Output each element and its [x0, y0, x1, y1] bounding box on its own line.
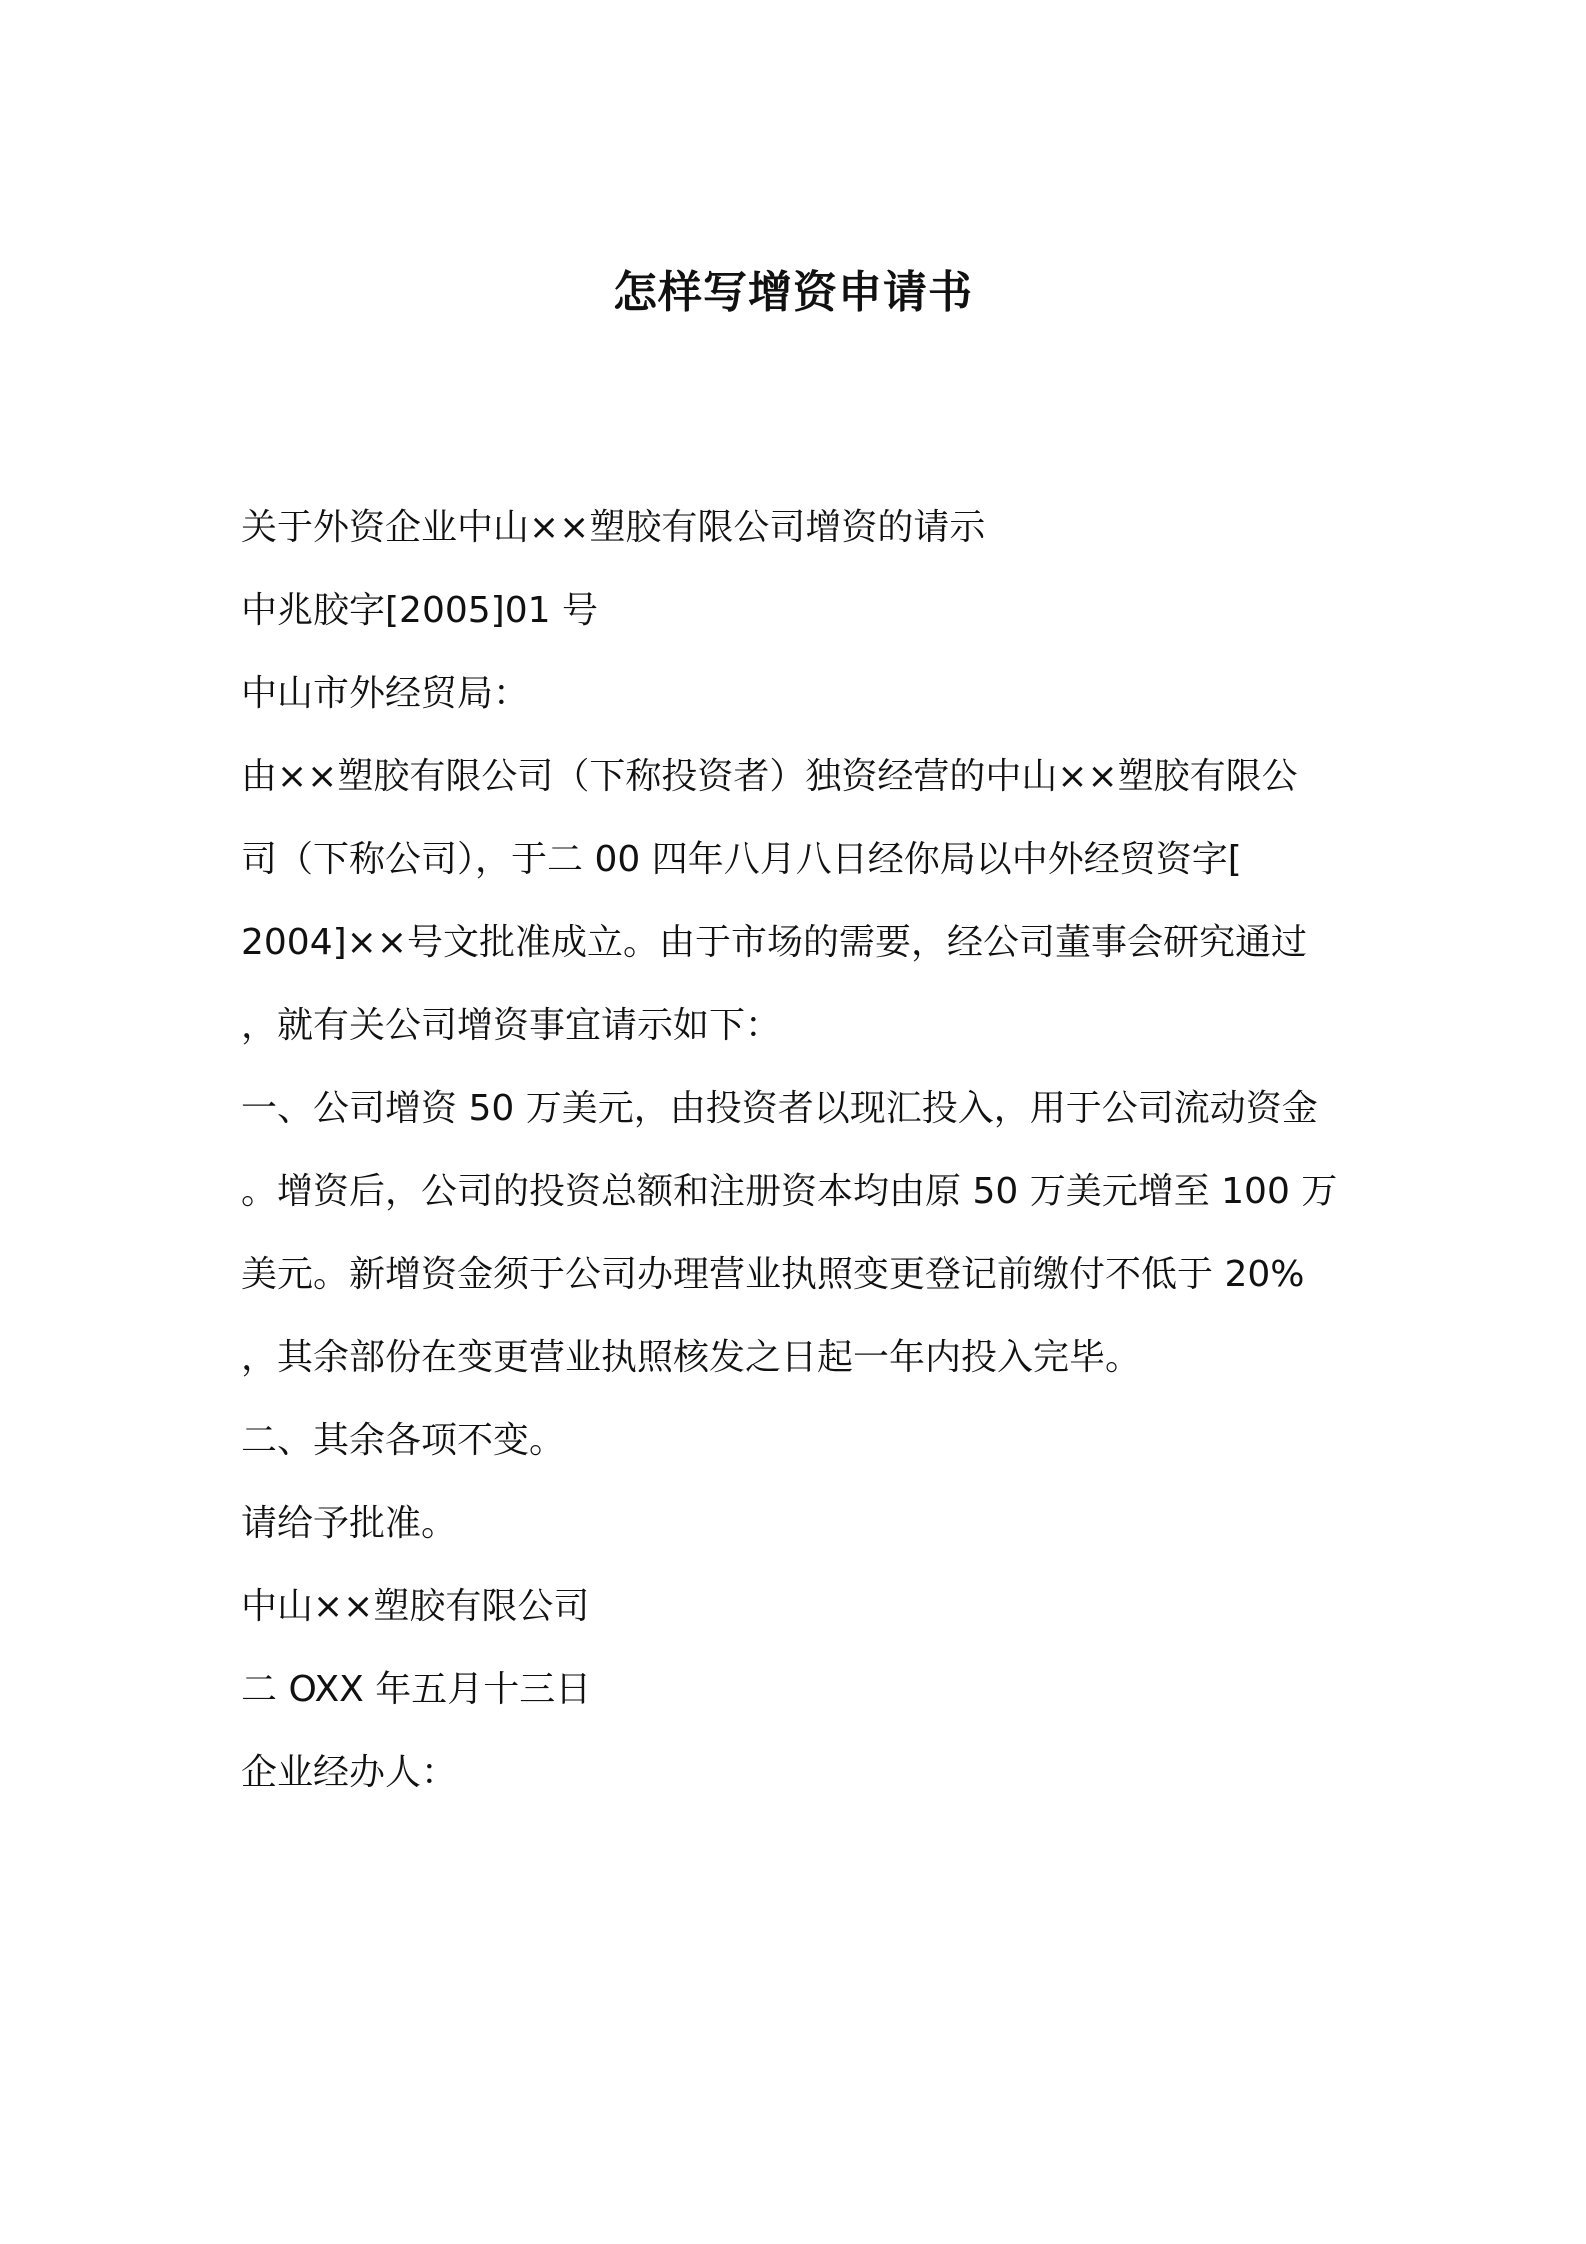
document-body [241, 486, 1351, 1814]
signature-date: 二 OXX 年五月十三日 [241, 1669, 592, 1710]
document-title: 怎样写增资申请书 [613, 267, 973, 318]
body-line: 由××塑胶有限公司（下称投资者）独资经营的中山××塑胶有限公 [241, 756, 1298, 797]
document-number: 中兆胶字[2005]01 号 [241, 590, 598, 631]
item-one-line: 美元。新增资金须于公司办理营业执照变更登记前缴付不低于 20% [241, 1254, 1305, 1295]
body-line: 2004]××号文批准成立。由于市场的需要，经公司董事会研究通过 [241, 922, 1307, 963]
item-two-line: 二、其余各项不变。 [241, 1420, 566, 1461]
signature-company: 中山××塑胶有限公司 [241, 1586, 590, 1627]
request-subject: 关于外资企业中山××塑胶有限公司增资的请示 [241, 507, 986, 548]
item-one-line: 一、公司增资 50 万美元，由投资者以现汇投入，用于公司流动资金 [241, 1088, 1318, 1129]
body-line: 司（下称公司），于二 00 四年八月八日经你局以中外经贸资字[ [241, 839, 1242, 880]
recipient: 中山市外经贸局： [241, 673, 530, 714]
body-line: ，就有关公司增资事宜请示如下： [241, 1005, 782, 1046]
handler-label: 企业经办人： [241, 1752, 458, 1793]
item-one-line: ，其余部份在变更营业执照核发之日起一年内投入完毕。 [241, 1337, 1142, 1378]
closing-request: 请给予批准。 [241, 1503, 458, 1544]
item-one-line: 。增资后，公司的投资总额和注册资本均由原 50 万美元增至 100 万 [241, 1171, 1338, 1212]
